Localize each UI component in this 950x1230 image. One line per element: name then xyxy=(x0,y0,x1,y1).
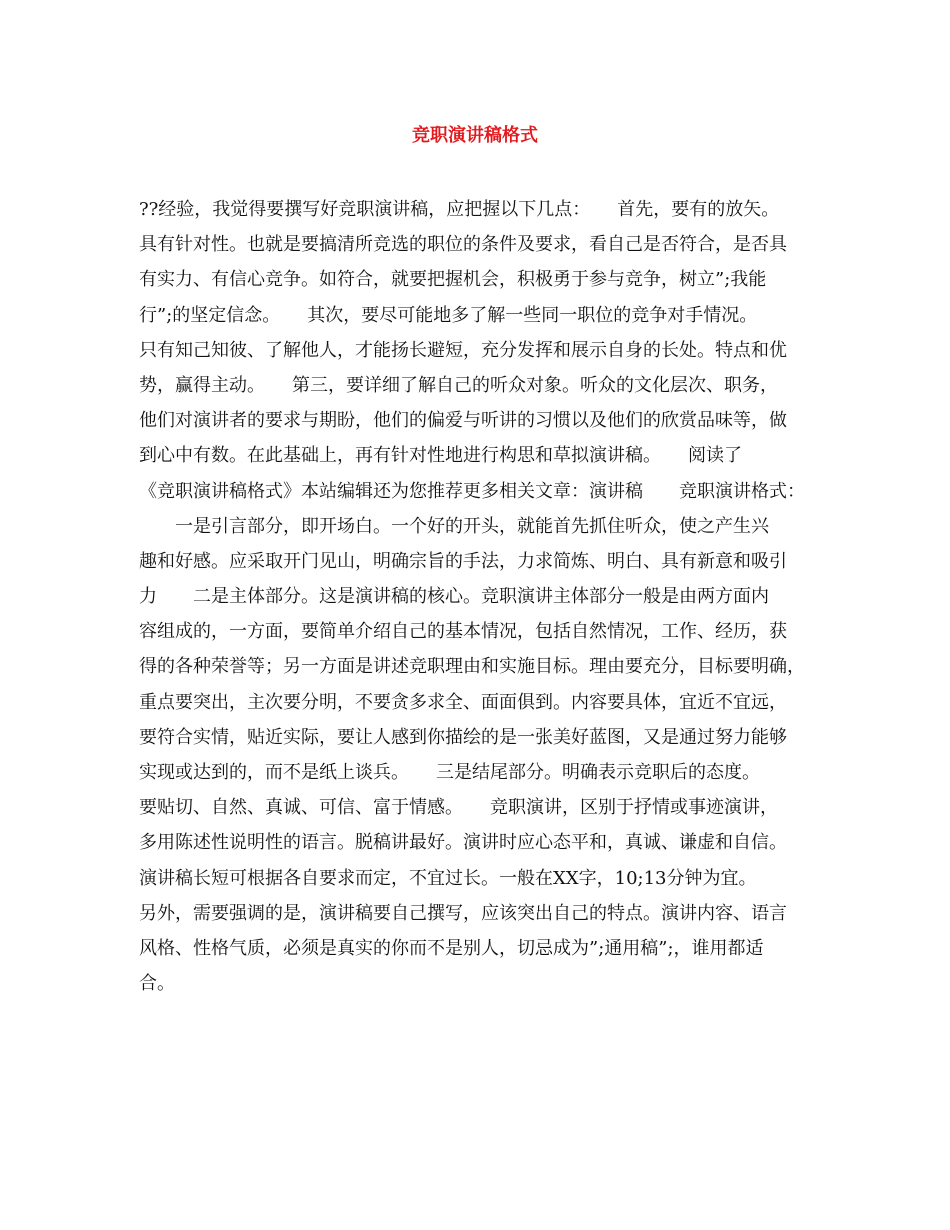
body-line: 演讲稿长短可根据各自要求而定，不宜过长。一般在XX字，10;13分钟为宜。 xyxy=(139,867,757,889)
body-line: 一是引言部分，即开场白。一个好的开头，就能首先抓住听众，使之产生兴 xyxy=(139,515,769,537)
body-line: 只有知己知彼、了解他人，才能扬长避短，充分发挥和展示自身的长处。特点和优 xyxy=(139,339,787,361)
body-line: 风格、性格气质，必须是真实的你而不是别人，切忌成为”;通用稿”;，谁用都适 xyxy=(139,937,764,959)
body-line: 要符合实情，贴近实际，要让人感到你描绘的是一张美好蓝图，又是通过努力能够 xyxy=(139,726,787,748)
body-line: 到心中有数。在此基础上，再有针对性地进行构思和草拟演讲稿。 阅读了 xyxy=(139,445,742,467)
body-line: 容组成的，一方面，要简单介绍自己的基本情况，包括自然情况，工作、经历，获 xyxy=(139,621,787,643)
body-line: 多用陈述性说明性的语言。脱稿讲最好。演讲时应心态平和，真诚、谦虚和自信。 xyxy=(139,832,787,854)
body-line: 有实力、有信心竞争。如符合，就要把握机会，积极勇于参与竞争，树立”;我能 xyxy=(139,269,767,291)
body-line: ??经验，我觉得要撰写好竞职演讲稿，应把握以下几点： 首先，要有的放矢。 xyxy=(139,199,780,220)
body-line: 要贴切、自然、真诚、可信、富于情感。 竞职演讲，区别于抒情或事迹演讲， xyxy=(139,797,778,819)
body-line: 得的各种荣誉等；另一方面是讲述竞职理由和实施目标。理由要充分，目标要明确， xyxy=(139,656,805,678)
body-line: 力 二是主体部分。这是演讲稿的核心。竞职演讲主体部分一般是由两方面内 xyxy=(139,586,769,608)
body-line: 势，赢得主动。 第三，要详细了解自己的听众对象。听众的文化层次、职务， xyxy=(139,374,778,396)
body-line: 他们对演讲者的要求与期盼，他们的偏爱与听讲的习惯以及他们的欣赏品味等，做 xyxy=(139,410,787,432)
body-line: 实现或达到的，而不是纸上谈兵。 三是结尾部分。明确表示竞职后的态度。 xyxy=(139,762,760,783)
body-line: 具有针对性。也就是要搞清所竞选的职位的条件及要求，看自己是否符合，是否具 xyxy=(139,234,787,256)
body-line: 合。 xyxy=(139,973,175,995)
body-line: 《竞职演讲稿格式》本站编辑还为您推荐更多相关文章：演讲稿 竞职演讲格式： xyxy=(139,480,805,502)
body-line: 另外，需要强调的是，演讲稿要自己撰写，应该突出自己的特点。演讲内容、语言 xyxy=(139,902,787,924)
body-line: 重点要突出，主次要分明，不要贪多求全、面面俱到。内容要具体，宜近不宜远， xyxy=(139,691,787,713)
body-line: 趣和好感。应采取开门见山，明确宗旨的手法，力求简炼、明白、具有新意和吸引 xyxy=(139,550,787,572)
document-title: 竞职演讲稿格式 xyxy=(412,125,538,146)
document-body xyxy=(139,192,839,1001)
body-line: 行”;的坚定信念。 其次，要尽可能地多了解一些同一职位的竞争对手情况。 xyxy=(139,304,758,326)
